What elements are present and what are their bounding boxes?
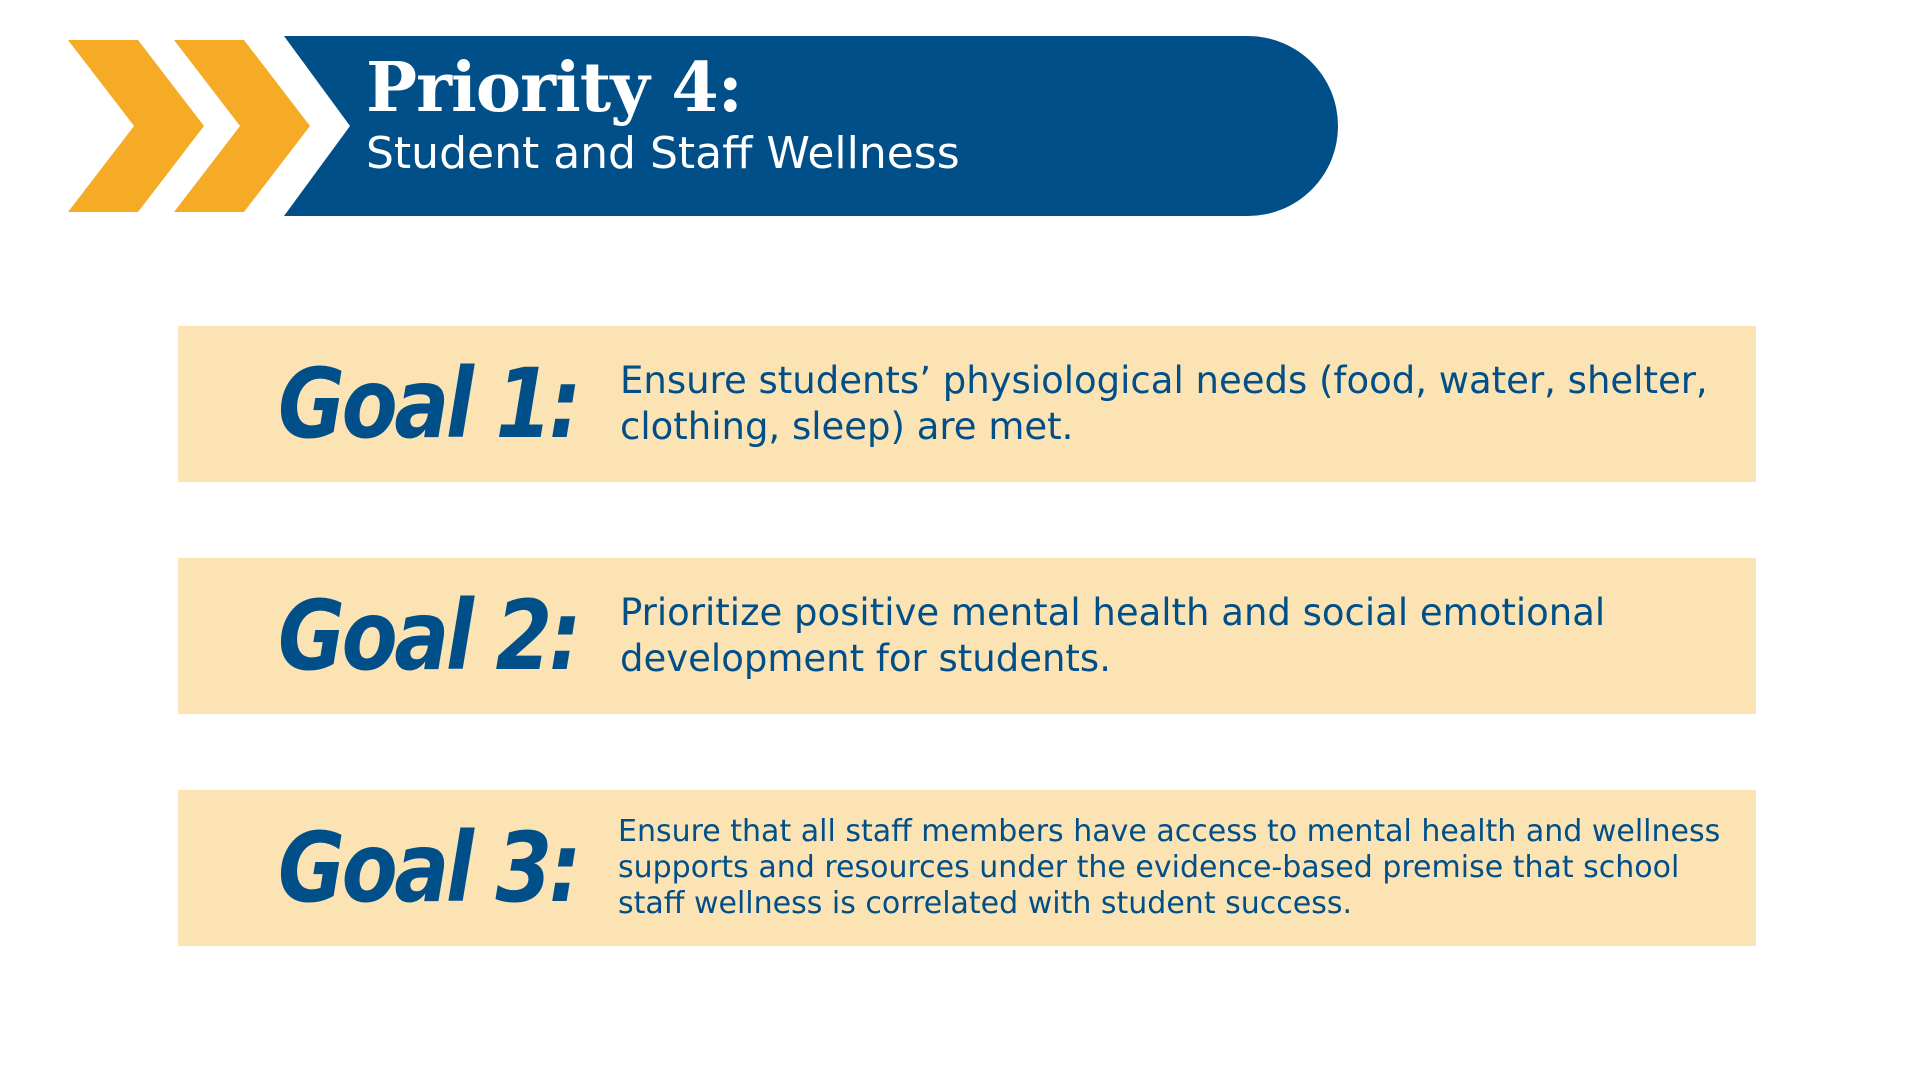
goal-description: Ensure that all staff members have access to mental health and wellness supports and resources under the evidence-based premise that school staff wellness is correlated with student success.	[618, 814, 1721, 921]
goal-card-2	[178, 558, 1756, 714]
page-subtitle: Student and Staff Wellness	[366, 128, 960, 179]
page-title: Priority 4:	[366, 48, 742, 128]
goal-description: Ensure students’ physiological needs (food, water, shelter, clothing, sleep) are met.	[620, 359, 1708, 448]
goal-description: Prioritize positive mental health and social emotional development for students.	[620, 591, 1606, 680]
goal-label: Goal 3:	[278, 812, 579, 924]
header	[366, 48, 960, 180]
goal-label: Goal 2:	[278, 580, 579, 692]
goal-card-1	[178, 326, 1756, 482]
goal-card-3	[178, 790, 1756, 946]
goal-label: Goal 1:	[278, 348, 579, 460]
